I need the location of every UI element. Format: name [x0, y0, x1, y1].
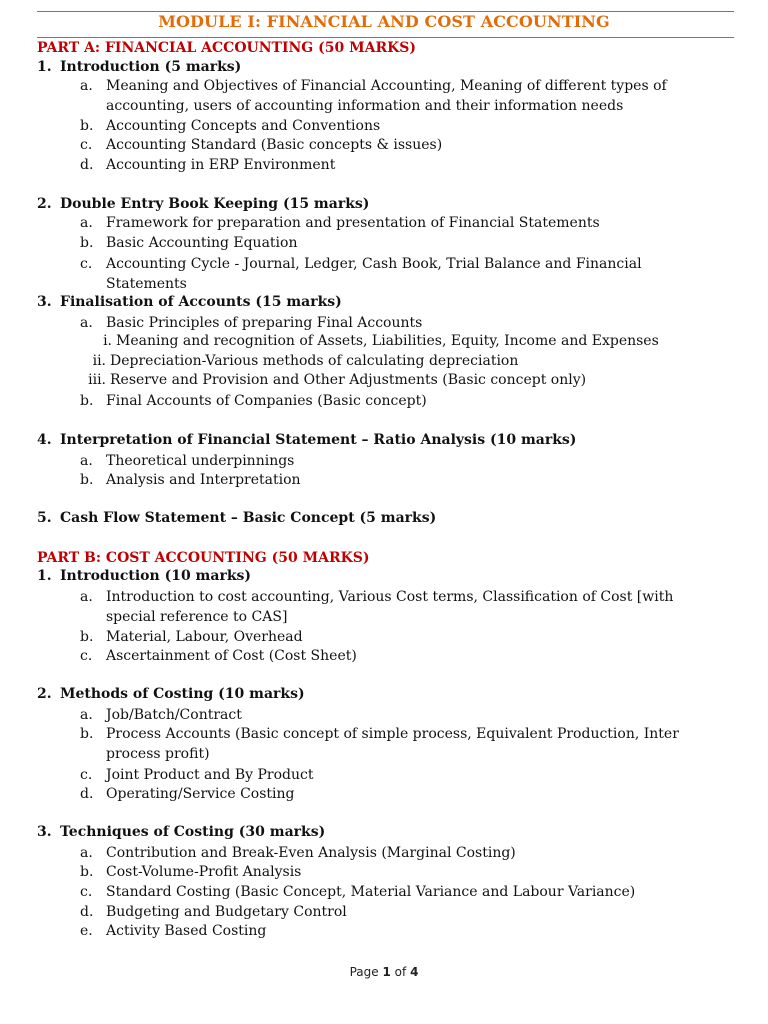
section-heading — [37, 824, 325, 840]
list-item — [80, 314, 720, 334]
list-item — [80, 255, 720, 294]
list-item — [80, 785, 720, 805]
item-text: Meaning and Objectives of Financial Accounting, Meaning of different types of accounting, users of accounting information and their information needs — [106, 78, 667, 114]
item-letter: d. — [80, 904, 94, 920]
part-a-heading: PART A: FINANCIAL ACCOUNTING (50 MARKS) — [37, 40, 416, 56]
list-item — [80, 647, 720, 667]
section-number: 4. — [37, 432, 52, 448]
list-item — [80, 136, 720, 156]
section-title: Introduction (5 marks) — [60, 59, 242, 75]
list-item — [80, 471, 720, 491]
item-text: Cost-Volume-Profit Analysis — [106, 864, 302, 880]
list-item — [80, 863, 720, 883]
sub-item — [90, 333, 659, 349]
item-text: Standard Costing (Basic Concept, Material Variance and Labour Variance) — [106, 884, 636, 900]
section-heading — [37, 59, 241, 75]
part-b-heading: PART B: COST ACCOUNTING (50 MARKS) — [37, 550, 370, 566]
total-pages: 4 — [410, 965, 419, 979]
item-text: Joint Product and By Product — [106, 767, 314, 783]
section-number: 1. — [37, 568, 52, 584]
list-item — [80, 452, 720, 472]
page-number — [0, 965, 768, 979]
list-item — [80, 628, 720, 648]
list-item — [80, 844, 720, 864]
list-item — [80, 392, 720, 412]
item-letter: b. — [80, 235, 94, 251]
section-heading — [37, 196, 369, 212]
section-title: Techniques of Costing (30 marks) — [60, 824, 326, 840]
item-letter: a. — [80, 589, 93, 605]
sub-item-numeral: i. — [103, 333, 112, 349]
list-item — [80, 234, 720, 254]
item-letter: c. — [80, 648, 93, 664]
section-number: 1. — [37, 59, 52, 75]
item-text: Framework for preparation and presentation of Financial Statements — [106, 215, 600, 231]
section-number: 2. — [37, 686, 52, 702]
item-text: Introduction to cost accounting, Various Cost terms, Classification of Cost [with special reference to CAS] — [106, 589, 674, 625]
item-letter: a. — [80, 215, 93, 231]
title-underline — [37, 37, 734, 38]
list-item — [80, 903, 720, 923]
item-letter: b. — [80, 864, 94, 880]
item-text: Theoretical underpinnings — [106, 453, 295, 469]
item-text: Budgeting and Budgetary Control — [106, 904, 347, 920]
item-text: Activity Based Costing — [106, 923, 267, 939]
list-item — [80, 77, 720, 116]
item-text: Accounting Standard (Basic concepts & issues) — [106, 137, 443, 153]
list-item — [80, 725, 720, 764]
sub-item-numeral: iii. — [88, 372, 106, 388]
section-heading — [37, 686, 305, 702]
list-item — [80, 588, 720, 627]
section-heading — [37, 432, 576, 448]
item-text: Accounting Cycle - Journal, Ledger, Cash Book, Trial Balance and Financial Statements — [106, 256, 642, 292]
item-text: Job/Batch/Contract — [106, 707, 242, 723]
item-letter: b. — [80, 472, 94, 488]
list-item — [80, 883, 720, 903]
item-text: Final Accounts of Companies (Basic concept) — [106, 393, 427, 409]
item-text: Ascertainment of Cost (Cost Sheet) — [106, 648, 357, 664]
item-letter: b. — [80, 118, 94, 134]
current-page: 1 — [382, 965, 391, 979]
sub-item — [84, 372, 586, 388]
section-title: Introduction (10 marks) — [60, 568, 252, 584]
item-letter: c. — [80, 884, 93, 900]
list-item — [80, 156, 720, 176]
sub-item-text: Meaning and recognition of Assets, Liabilities, Equity, Income and Expenses — [116, 333, 659, 349]
page-label: Page — [349, 965, 379, 979]
section-heading — [37, 568, 251, 584]
item-letter: c. — [80, 137, 93, 153]
item-text: Operating/Service Costing — [106, 786, 295, 802]
list-item — [80, 766, 720, 786]
item-letter: c. — [80, 767, 93, 783]
list-item — [80, 706, 720, 726]
item-letter: b. — [80, 726, 94, 742]
section-title: Methods of Costing (10 marks) — [60, 686, 305, 702]
sub-item-numeral: ii. — [92, 353, 106, 369]
item-text: Analysis and Interpretation — [106, 472, 301, 488]
page-of-label: of — [394, 965, 407, 979]
item-text: Basic Accounting Equation — [106, 235, 298, 251]
section-title: Finalisation of Accounts (15 marks) — [60, 294, 342, 310]
item-text: Basic Principles of preparing Final Accounts — [106, 315, 423, 331]
list-item — [80, 922, 720, 942]
section-heading — [37, 294, 342, 310]
section-number: 3. — [37, 824, 52, 840]
item-letter: d. — [80, 157, 94, 173]
sub-item — [84, 353, 518, 369]
item-letter: b. — [80, 629, 94, 645]
item-text: Process Accounts (Basic concept of simple process, Equivalent Production, Inter process profit) — [106, 726, 679, 762]
item-text: Material, Labour, Overhead — [106, 629, 303, 645]
item-letter: b. — [80, 393, 94, 409]
section-number: 3. — [37, 294, 52, 310]
item-letter: a. — [80, 78, 93, 94]
item-letter: a. — [80, 453, 93, 469]
sub-item-text: Reserve and Provision and Other Adjustments (Basic concept only) — [110, 372, 587, 388]
item-letter: a. — [80, 315, 93, 331]
item-text: Contribution and Break-Even Analysis (Marginal Costing) — [106, 845, 516, 861]
list-item — [80, 117, 720, 137]
section-number: 5. — [37, 510, 52, 526]
section-title: Interpretation of Financial Statement – Ratio Analysis (10 marks) — [60, 432, 577, 448]
section-title: Cash Flow Statement – Basic Concept (5 marks) — [60, 510, 437, 526]
item-letter: a. — [80, 707, 93, 723]
section-title: Double Entry Book Keeping (15 marks) — [60, 196, 370, 212]
item-text: Accounting in ERP Environment — [106, 157, 336, 173]
module-title: MODULE I: FINANCIAL AND COST ACCOUNTING — [158, 12, 610, 31]
item-letter: c. — [80, 256, 93, 272]
section-heading — [37, 510, 436, 526]
sub-item-text: Depreciation-Various methods of calculating depreciation — [110, 353, 519, 369]
list-item — [80, 214, 720, 234]
item-letter: a. — [80, 845, 93, 861]
item-text: Accounting Concepts and Conventions — [106, 118, 381, 134]
item-letter: d. — [80, 786, 94, 802]
item-letter: e. — [80, 923, 93, 939]
section-number: 2. — [37, 196, 52, 212]
